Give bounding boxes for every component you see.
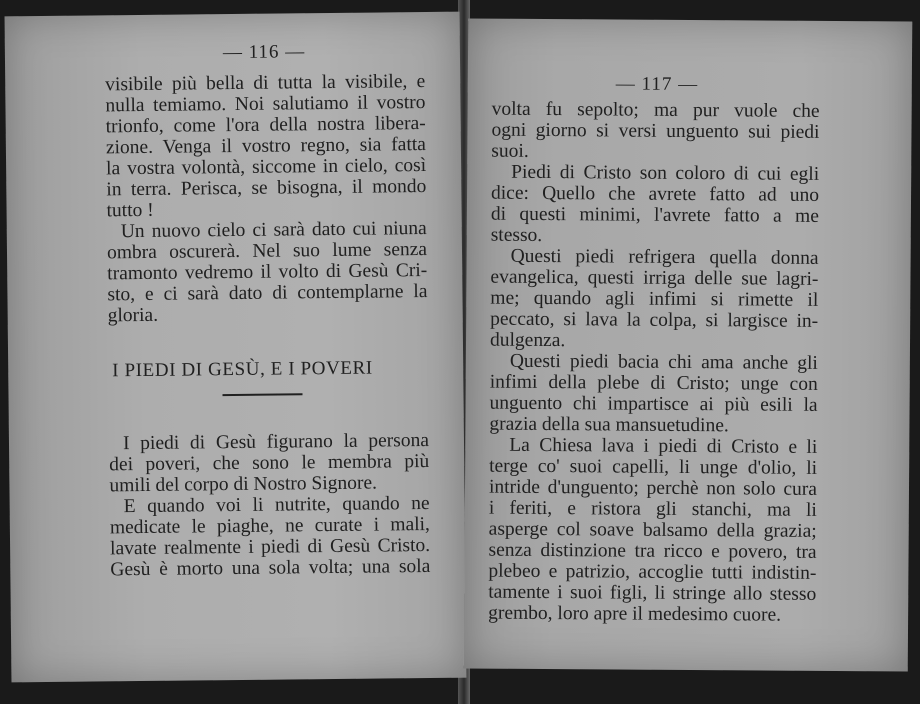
text-line: zione. Venga il vostro regno, sia fatta: [105, 133, 426, 159]
text-line: di questi minimi, l'avrete fatto a me: [490, 203, 819, 227]
text-line: Piedi di Cristo son coloro di cui egli: [511, 161, 820, 185]
text-line: dulgenza.: [489, 329, 566, 352]
text-line: ombra oscurerà. Nel suo lume senza: [106, 238, 428, 264]
section-title: I PIEDI DI GESÙ, E I POVERI: [112, 357, 373, 382]
left-page: [5, 12, 467, 683]
text-line: Gesù è morto una sola volta; una sola: [110, 555, 431, 581]
text-line: trionfo, come l'ora della nostra libera-: [105, 112, 426, 138]
text-line: tamente i suoi figli, li stringe allo stesso: [488, 581, 817, 605]
text-line: lavate realmente i piedi di Gesù Cristo.: [109, 534, 431, 560]
text-line: peccato, si lava la colpa, si largisce in-: [490, 308, 819, 332]
text-line: La Chiesa lava i piedi di Cristo e li: [509, 434, 818, 458]
text-line: dice: Quello che avrete fatto ad uno: [490, 182, 820, 206]
text-line: Questi piedi bacia chi ama anche gli: [509, 350, 818, 374]
text-line: me; quando agli infimi si rimette il: [490, 287, 819, 311]
text-line: ogni giorno si versi unguento sui piedi: [491, 119, 820, 143]
text-line: visibile più bella di tutta la visibile, e: [105, 70, 426, 96]
text-line: i feriti, e ristora gli stanchi, ma li: [488, 497, 817, 521]
right-page: [464, 18, 913, 671]
text-line: tramonto vedremo il volto di Gesù Cri-: [107, 259, 428, 285]
text-line: grazia della sua mansuetudine.: [489, 413, 729, 437]
text-line: stesso.: [490, 224, 543, 246]
text-line: grembo, loro apre il medesimo cuore.: [488, 602, 782, 626]
text-line: Questi piedi refrigera quella donna: [510, 245, 819, 269]
text-line: sto, e ci sarà dato di contemplarne la: [107, 280, 428, 306]
text-line: medicate le piaghe, ne curate i mali,: [109, 513, 430, 539]
text-line: unguento chi impartisce ai più esili la: [489, 392, 818, 416]
page-number: — 116 —: [222, 41, 306, 64]
title-rule: [222, 393, 302, 396]
text-line: la vostra volontà, siccome in cielo, così: [106, 154, 427, 180]
text-line: plebeo e patrizio, accoglie tutti indistin-: [488, 560, 817, 584]
text-line: volta fu sepolto; ma pur vuole che: [491, 98, 820, 122]
text-line: tutto !: [106, 199, 154, 222]
page-number: — 117 —: [615, 73, 699, 96]
text-line: suoi.: [491, 140, 529, 162]
text-line: E quando voi li nutrite, quando ne: [123, 492, 430, 518]
text-line: infimi della plebe di Cristo; unge con: [489, 371, 818, 395]
text-line: evangelica, questi irriga delle sue lagri-: [490, 266, 819, 290]
text-line: in terra. Perisca, se bisogna, il mondo: [106, 175, 427, 201]
text-line: nulla temiamo. Noi salutiamo il vostro: [105, 91, 426, 117]
text-line: terge co' suoi capelli, li unge d'olio, li: [489, 455, 818, 479]
text-line: gloria.: [107, 304, 159, 327]
text-line: asperge col soave balsamo della grazia;: [488, 518, 817, 542]
text-line: I piedi di Gesù figurano la persona: [122, 429, 430, 455]
text-line: intride d'unguento; perchè non solo cura: [488, 476, 818, 500]
text-line: Un nuovo cielo ci sarà dato cui niuna: [120, 217, 427, 243]
text-line: senza distinzione tra ricco e povero, tra: [488, 539, 817, 563]
text-line: dei poveri, che sono le membra più: [109, 450, 430, 476]
text-line: umili del corpo di Nostro Signore.: [109, 472, 378, 497]
